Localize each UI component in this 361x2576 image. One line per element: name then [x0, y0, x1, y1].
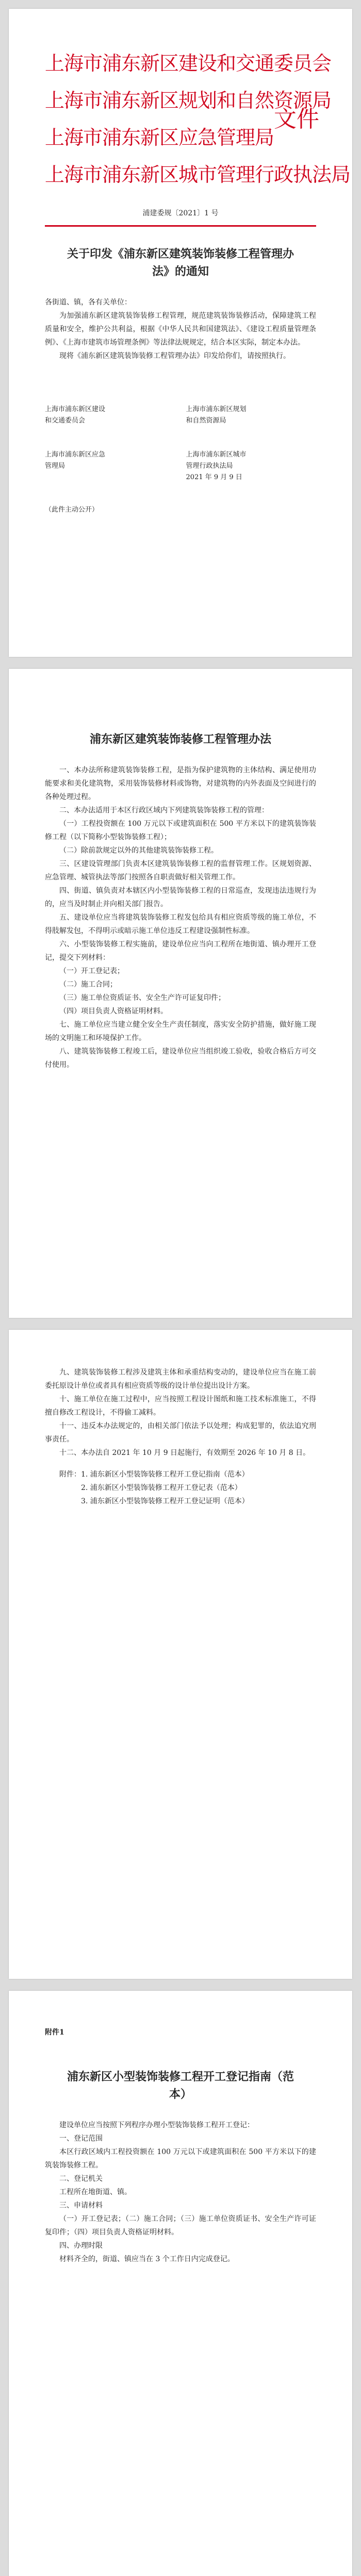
signature-block — [45, 404, 316, 483]
paragraph: （四）项目负责人资格证明材料。 — [59, 1007, 168, 1015]
doc-number: 浦建委规〔2021〕1 号 — [142, 209, 219, 217]
regulation-title: 浦东新区建筑装饰装修工程管理办法 — [89, 733, 271, 746]
paragraph: 四、街道、镇负责对本辖区内小型装饰装修工程的日常巡查，发现违法违规行为的，应当及时制止并向相关部门报告。 — [45, 887, 316, 908]
document-page-1 — [9, 9, 352, 657]
signature-line: 上海市浦东新区应急管理局 — [45, 451, 106, 470]
paragraph: 本区行政区域内工程投资额在 100 万元以下或建筑面积在 500 平方米以下的建筑装饰装修工程。 — [45, 2148, 316, 2170]
paragraph: 十、施工单位在施工过程中，应当按照工程设计图纸和施工技术标准施工，不得擅自修改工程设计，不得偷工减料。 — [45, 1395, 316, 1417]
signature-line: 上海市浦东新区城市管理行政执法局 — [186, 451, 247, 470]
paragraph: 为加强浦东新区建筑装饰装修工程管理，规范建筑装饰装修活动，保障建筑工程质量和安全，维护公共利益，根据《中华人民共和国建筑法》、《建设工程质量管理条例》、《上海市建筑市场管理条例》等法律法规规定，结合本区实际，制定本办法。 — [45, 312, 316, 347]
paragraph: 十二、本办法自 2021 年 10 月 9 日起施行，有效期至 2026 年 10 月 8 日。 — [59, 1449, 310, 1457]
document-page-2 — [9, 669, 352, 1318]
paragraph: 六、小型装饰装修工程实施前，建设单位应当向工程所在地街道、镇办理开工登记，提交下列材料： — [45, 940, 316, 962]
paragraph: 三、区建设管理部门负责本区建筑装饰装修工程的监督管理工作。区规划资源、应急管理、城管执法等部门按照各自职责做好相关管理工作。 — [45, 860, 316, 882]
paragraph: （一）工程投资额在 100 万元以下或建筑面积在 500 平方米以下的建筑装饰装修工程（以下简称小型装饰装修工程）； — [45, 820, 316, 841]
paragraph: 工程所在地街道、镇。 — [59, 2188, 132, 2196]
paragraph: （二）除前款规定以外的其他建筑装饰装修工程。 — [59, 846, 218, 855]
paragraph: 一、本办法所称建筑装饰装修工程，是指为保护建筑物的主体结构、满足使用功能要求和美化建筑物，采用装饰装修材料或饰物，对建筑物的内外表面及空间进行的各种处理过程。 — [45, 766, 316, 801]
paragraph: 三、申请材料 — [59, 2201, 103, 2210]
paragraph: （一）开工登记表；（二）施工合同；（三）施工单位资质证书、安全生产许可证复印件；（四）项目负责人资格证明材料。 — [45, 2215, 316, 2236]
attachment-title: 浦东新区小型装饰装修工程开工登记指南（范本） — [67, 2070, 294, 2101]
paragraph: 现将《浦东新区建筑装饰装修工程管理办法》印发给你们，请按照执行。 — [59, 352, 290, 360]
paragraph: 建设单位应当按照下列程序办理小型装饰装修工程开工登记： — [59, 2121, 254, 2129]
salutation: 各街道、镇，各有关单位： — [45, 298, 132, 307]
paragraph: 二、登记机关 — [59, 2175, 103, 2183]
paragraph: 五、建设单位应当将建筑装饰装修工程发包给具有相应资质等级的施工单位，不得肢解发包，不得明示或暗示施工单位违反工程建设强制性标准。 — [45, 913, 316, 935]
issuer-line: 上海市浦东新区应急管理局 — [45, 126, 274, 149]
signature-line: 上海市浦东新区规划和自然资源局 — [186, 405, 247, 425]
attachment-list-item: 2. 浦东新区小型装饰装修工程开工登记表（范本） — [81, 1484, 242, 1492]
issuer-line: 上海市浦东新区规划和自然资源局 — [45, 89, 332, 112]
header-suffix: 文件 — [274, 106, 319, 132]
red-header — [45, 45, 351, 199]
signature-line: 上海市浦东新区建设和交通委员会 — [45, 405, 106, 425]
paragraph: 十一、违反本办法规定的，由相关部门依法予以处理；构成犯罪的，依法追究刑事责任。 — [45, 1422, 316, 1444]
issuer-line: 上海市浦东新区建设和交通委员会 — [45, 52, 332, 75]
paragraph: 材料齐全的，街道、镇应当在 3 个工作日内完成登记。 — [59, 2255, 235, 2263]
document-page-3 — [9, 1330, 352, 1979]
paragraph: （三）施工单位资质证书、安全生产许可证复印件； — [59, 994, 225, 1002]
paragraph: 二、本办法适用于本区行政区域内下列建筑装饰装修工程的管理： — [59, 806, 269, 815]
issuer-line: 上海市浦东新区城市管理行政执法局 — [45, 163, 351, 186]
document-page-4 — [9, 1991, 352, 2576]
signature-date: 2021 年 9 月 9 日 — [186, 473, 242, 481]
paragraph: 一、登记范围 — [59, 2134, 103, 2143]
attachment-label: 附件1 — [45, 2028, 64, 2037]
attachment-list-item: 3. 浦东新区小型装饰装修工程开工登记证明（范本） — [81, 1497, 249, 1505]
red-divider — [45, 225, 316, 227]
paragraph: （一）开工登记表； — [59, 967, 124, 975]
attachment-list-item: 附件：1. 浦东新区小型装饰装修工程开工登记指南（范本） — [59, 1470, 249, 1479]
paragraph: （二）施工合同； — [59, 980, 117, 989]
notice-title: 关于印发《浦东新区建筑装饰装修工程管理办法》的通知 — [67, 247, 294, 278]
paragraph: 四、办理时限 — [59, 2242, 103, 2250]
paragraph: 九、建筑装饰装修工程涉及建筑主体和承重结构变动的，建设单位应当在施工前委托原设计单位或者具有相应资质等级的设计单位提出设计方案。 — [45, 1368, 316, 1390]
paragraph: 八、建筑装饰装修工程竣工后，建设单位应当组织竣工验收，验收合格后方可交付使用。 — [45, 1047, 316, 1069]
paragraph: 七、施工单位应当建立健全安全生产责任制度，落实安全防护措施，做好施工现场的文明施工和环境保护工作。 — [45, 1021, 316, 1042]
disclosure-note: （此件主动公开） — [45, 506, 99, 514]
